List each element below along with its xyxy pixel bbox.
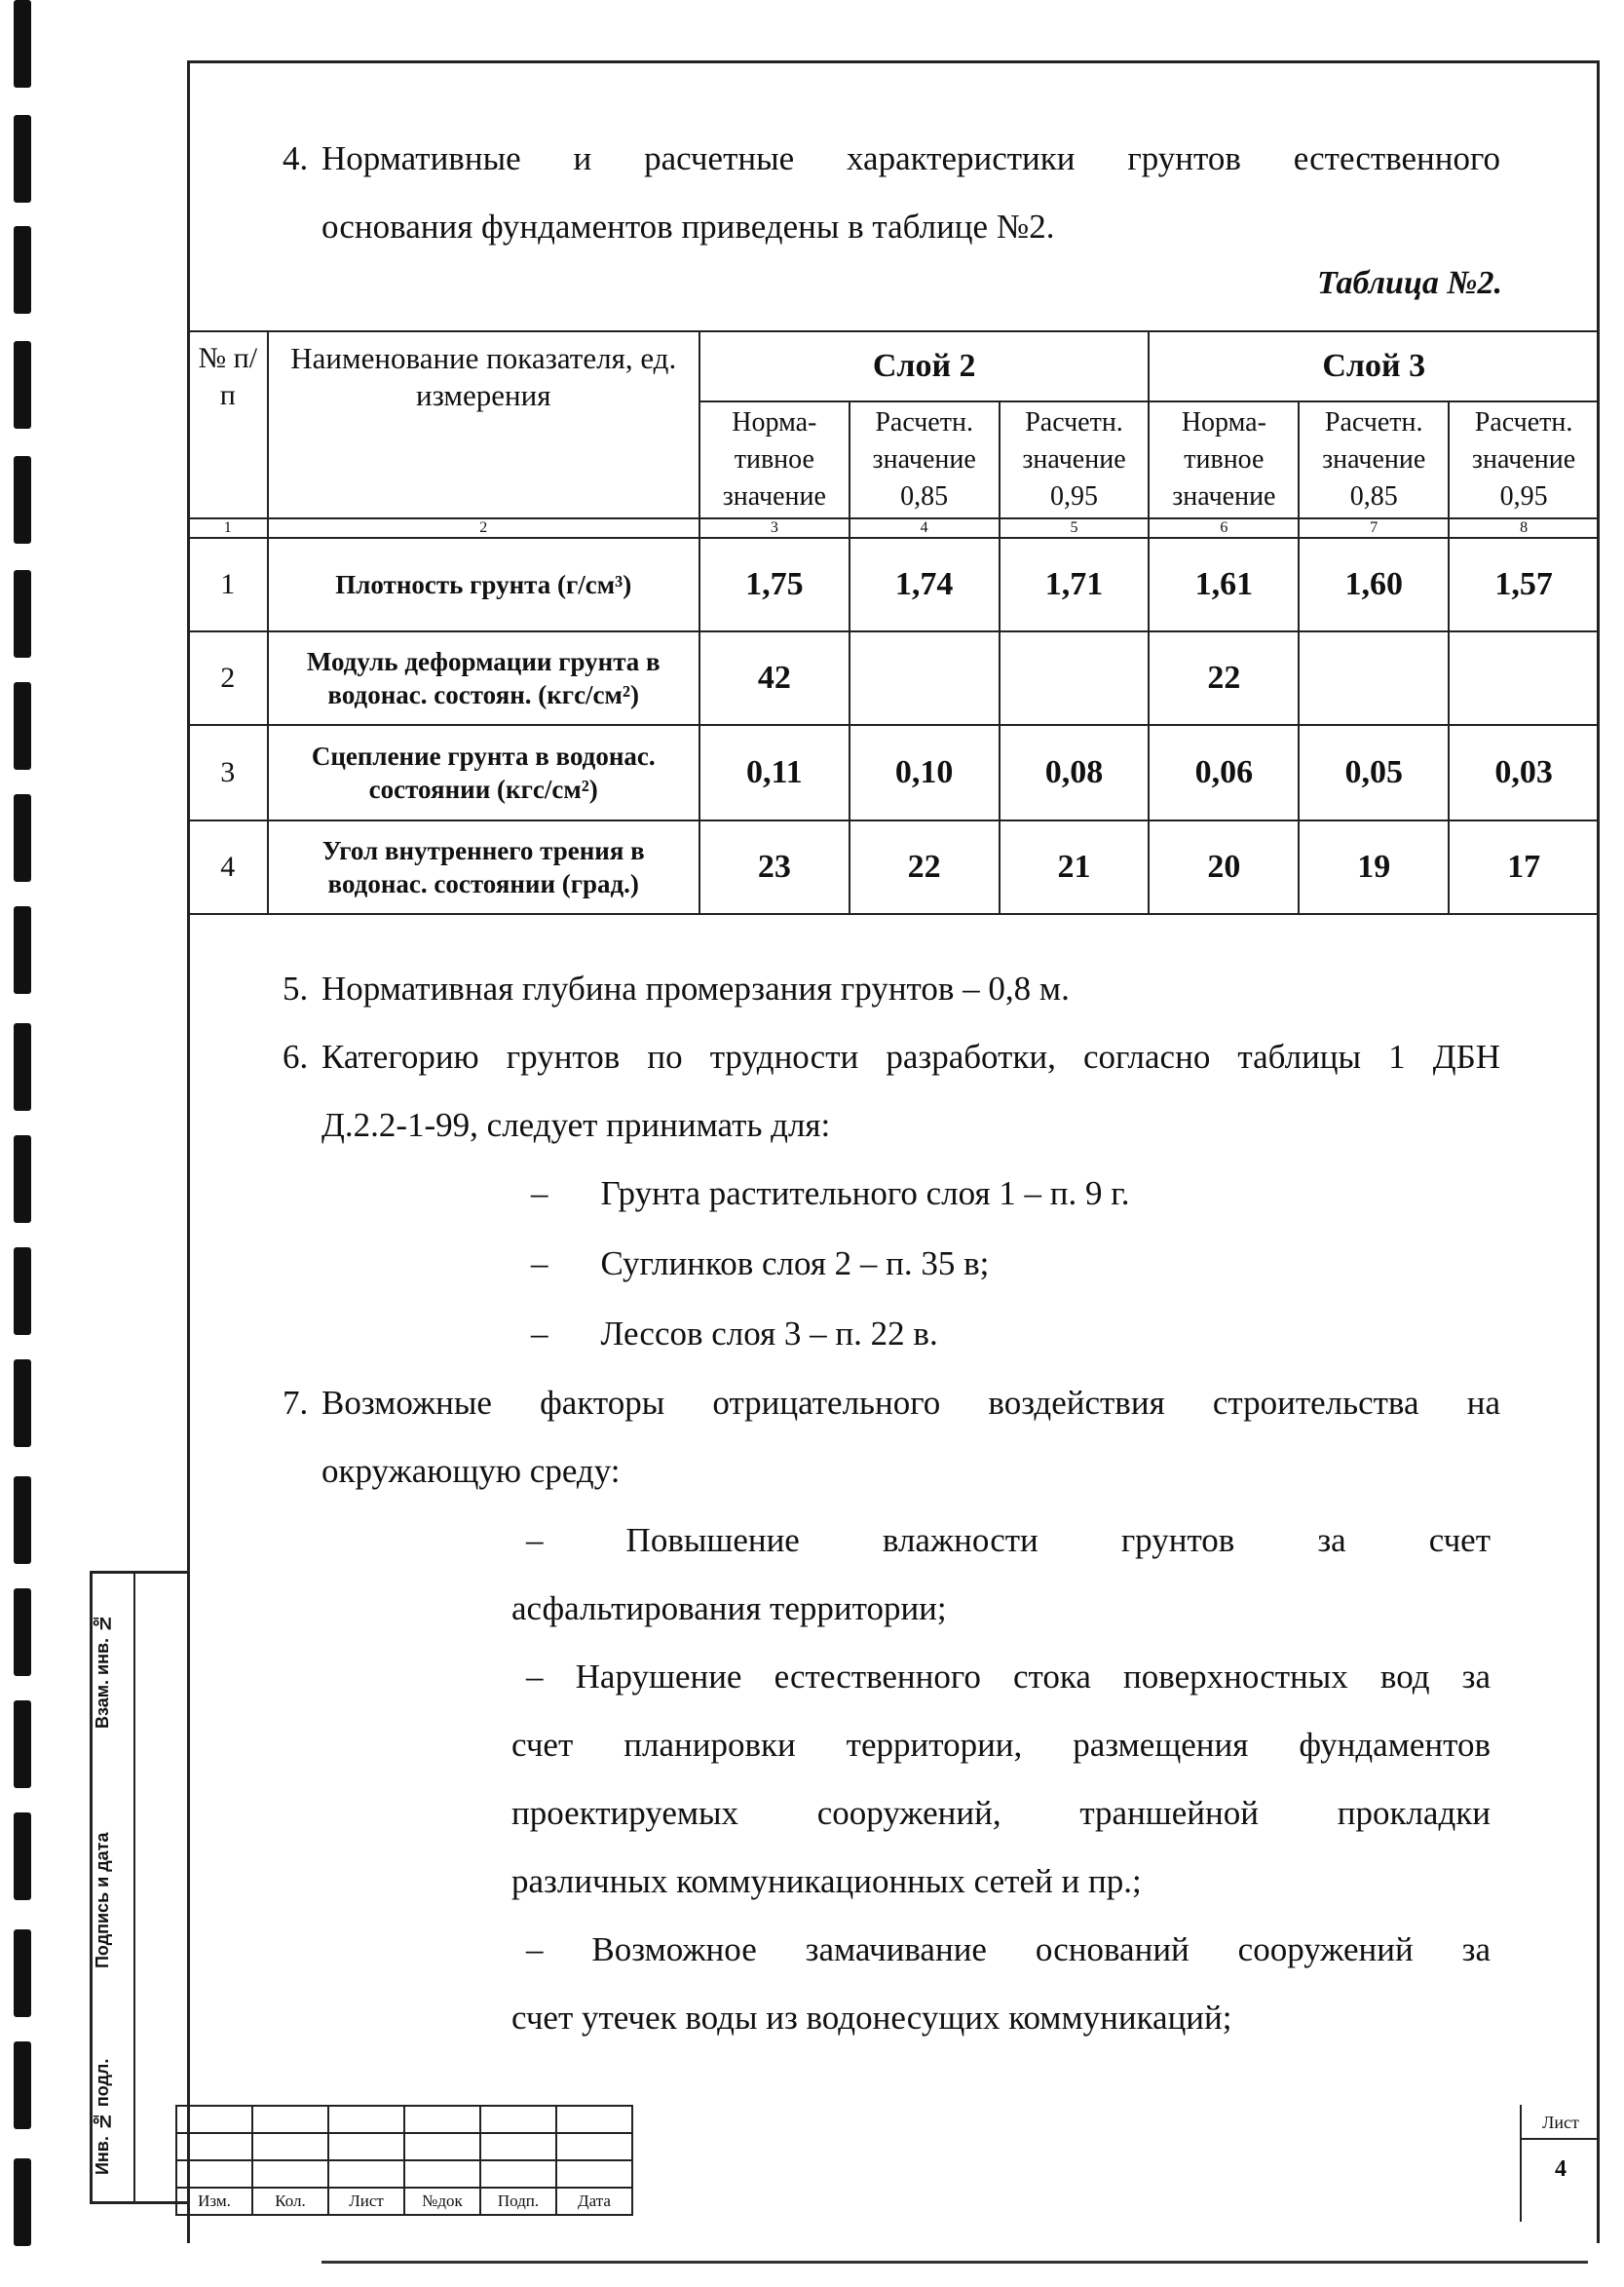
table-row — [188, 820, 1599, 914]
subheader-cell: Расчетн. значение 0,85 — [1299, 401, 1449, 518]
properties-table — [187, 330, 1600, 915]
table-cell: 1,74 — [850, 538, 1000, 631]
bullet-3-line-2: счет утечек воды из водонесущих коммуникаций; — [511, 1999, 1232, 2037]
table-cell: 21 — [1000, 820, 1150, 914]
table-cell: 42 — [699, 631, 850, 725]
table-cell: 1,60 — [1299, 538, 1449, 631]
table-cell: 0,08 — [1000, 725, 1150, 820]
row-name: Сцепление грунта в водонас. состоянии (кгс/см²) — [268, 725, 699, 820]
column-index: 2 — [268, 518, 699, 538]
row-number: 3 — [188, 725, 268, 820]
row-number: 1 — [188, 538, 268, 631]
table-cell: 1,57 — [1449, 538, 1599, 631]
para-4-line-1: 4. Нормативные и расчетные характеристики грунтов естественного — [283, 139, 1500, 177]
bullet-1-line-1: – Повышение влажности грунтов за счет — [526, 1521, 1492, 1559]
row-number: 4 — [188, 820, 268, 914]
header-name: Наименование показателя, ед. измерения — [268, 331, 699, 518]
inv-sub-label: Взам. инв. № — [93, 1613, 112, 1730]
row-name: Модуль деформации грунта в водонас. состоян. (кгс/см²) — [268, 631, 699, 725]
header-layer-3: Слой 3 — [1149, 331, 1599, 401]
title-block — [175, 2105, 1600, 2222]
para-5: 5. Нормативная глубина промерзания грунтов – 0,8 м. — [283, 970, 1070, 1008]
subheader-cell: Норма-тивное значение — [1149, 401, 1299, 518]
stamp-col-label: Дата — [556, 2188, 632, 2215]
column-index: 3 — [699, 518, 850, 538]
subheader-cell: Расчетн. значение 0,95 — [1000, 401, 1150, 518]
para-6-line-2: Д.2.2-1-99, следует принимать для: — [321, 1106, 831, 1144]
row-name: Угол внутреннего трения в водонас. состоянии (град.) — [268, 820, 699, 914]
header-layer-2: Слой 2 — [699, 331, 1150, 401]
sign-date-label: Подпись и дата — [93, 1832, 112, 1968]
stamp-col-label: Подп. — [480, 2188, 556, 2215]
para-7-line-2: окружающую среду: — [321, 1452, 621, 1490]
row-number: 2 — [188, 631, 268, 725]
row-name: Плотность грунта (г/см³) — [268, 538, 699, 631]
list-item: – Суглинков слоя 2 – п. 35 в; — [531, 1244, 990, 1282]
sheet-label: Лист — [1522, 2107, 1600, 2140]
table-cell: 23 — [699, 820, 850, 914]
subheader-cell: Норма-тивное значение — [699, 401, 850, 518]
table-cell: 22 — [1149, 631, 1299, 725]
table-cell — [850, 631, 1000, 725]
column-index: 5 — [1000, 518, 1150, 538]
para-4-line-2: основания фундаментов приведены в таблице №2. — [321, 208, 1055, 246]
table-cell — [1000, 631, 1150, 725]
stamp-col-label: Лист — [328, 2188, 404, 2215]
table-cell: 0,03 — [1449, 725, 1599, 820]
title-block-grid — [175, 2105, 633, 2216]
subheader-cell: Расчетн. значение 0,85 — [850, 401, 1000, 518]
table-cell: 0,06 — [1149, 725, 1299, 820]
bullet-2-line-1: – Нарушение естественного стока поверхностных вод за — [526, 1658, 1491, 1696]
column-index: 8 — [1449, 518, 1599, 538]
bullet-2-line-4: различных коммуникационных сетей и пр.; — [511, 1862, 1142, 1900]
table-cell: 22 — [850, 820, 1000, 914]
table-cell: 17 — [1449, 820, 1599, 914]
table-row — [188, 725, 1599, 820]
table-cell: 0,10 — [850, 725, 1000, 820]
sheet-number: 4 — [1555, 2156, 1567, 2182]
inv-orig-label: Инв. № подл. — [93, 2058, 112, 2176]
stamp-col-label: №док — [404, 2188, 480, 2215]
header-no: № п/п — [188, 331, 268, 518]
bullet-1-line-2: асфальтирования территории; — [511, 1589, 947, 1627]
table-cell: 0,11 — [699, 725, 850, 820]
table-cell: 1,61 — [1149, 538, 1299, 631]
list-item: – Лессов слоя 3 – п. 22 в. — [531, 1315, 938, 1353]
binding-holes — [14, 0, 33, 2287]
table-cell: 0,05 — [1299, 725, 1449, 820]
table-cell — [1449, 631, 1599, 725]
bottom-rule — [321, 2261, 1588, 2264]
table-cell: 1,71 — [1000, 538, 1150, 631]
table-row — [188, 538, 1599, 631]
bullet-2-line-3: проектируемых сооружений, траншейной прокладки — [511, 1794, 1491, 1832]
stamp-col-label: Изм. — [176, 2188, 252, 2215]
table-cell: 20 — [1149, 820, 1299, 914]
table-cell — [1299, 631, 1449, 725]
column-index: 1 — [188, 518, 268, 538]
subheader-cell: Расчетн. значение 0,95 — [1449, 401, 1599, 518]
table-cell: 1,75 — [699, 538, 850, 631]
para-7-line-1: 7. Возможные факторы отрицательного воздействия строительства на — [283, 1384, 1500, 1422]
bullet-3-line-1: – Возможное замачивание оснований сооружений за — [526, 1930, 1491, 1968]
table-row — [188, 631, 1599, 725]
table-cell: 19 — [1299, 820, 1449, 914]
column-index: 6 — [1149, 518, 1299, 538]
bullet-2-line-2: счет планировки территории, размещения фундаментов — [511, 1726, 1491, 1764]
side-stamp — [90, 1571, 187, 2204]
column-index: 7 — [1299, 518, 1449, 538]
table-caption: Таблица №2. — [1316, 265, 1502, 301]
column-index: 4 — [850, 518, 1000, 538]
para-6-line-1: 6. Категорию грунтов по трудности разработки, согласно таблицы 1 ДБН — [283, 1038, 1500, 1076]
stamp-col-label: Кол. — [252, 2188, 328, 2215]
sheet-box — [1520, 2105, 1600, 2222]
list-item: – Грунта растительного слоя 1 – п. 9 г. — [531, 1174, 1130, 1212]
